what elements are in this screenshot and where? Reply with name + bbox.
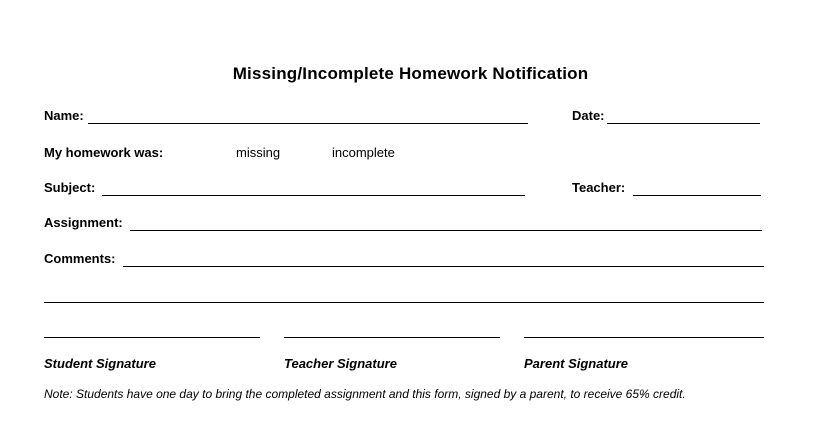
option-missing[interactable]: missing — [236, 145, 281, 160]
student-signature-line[interactable] — [44, 337, 260, 338]
homework-status-label: My homework was: — [44, 145, 164, 160]
teacher-field-line[interactable] — [633, 195, 761, 196]
parent-signature-line[interactable] — [524, 337, 764, 338]
student-signature-label: Student Signature — [44, 356, 156, 371]
comments-label: Comments: — [44, 251, 116, 266]
parent-signature-label: Parent Signature — [524, 356, 629, 371]
subject-label: Subject: — [44, 180, 96, 195]
teacher-signature-line[interactable] — [284, 337, 500, 338]
assignment-label: Assignment: — [44, 215, 123, 230]
form-title: Missing/Incomplete Homework Notification — [232, 64, 589, 83]
comments-field-line[interactable] — [123, 266, 764, 267]
teacher-label: Teacher: — [572, 180, 626, 195]
name-field-line[interactable] — [88, 123, 528, 124]
date-label: Date: — [572, 108, 605, 123]
date-field-line[interactable] — [607, 123, 760, 124]
name-label: Name: — [44, 108, 84, 123]
teacher-signature-label: Teacher Signature — [284, 356, 397, 371]
credit-note: Note: Students have one day to bring the completed assignment and this form, signed by a parent, to receive 65% credit. — [44, 387, 686, 401]
option-incomplete[interactable]: incomplete — [332, 145, 395, 160]
assignment-field-line[interactable] — [130, 230, 762, 231]
subject-field-line[interactable] — [102, 195, 525, 196]
comments-continuation-line[interactable] — [44, 302, 764, 303]
